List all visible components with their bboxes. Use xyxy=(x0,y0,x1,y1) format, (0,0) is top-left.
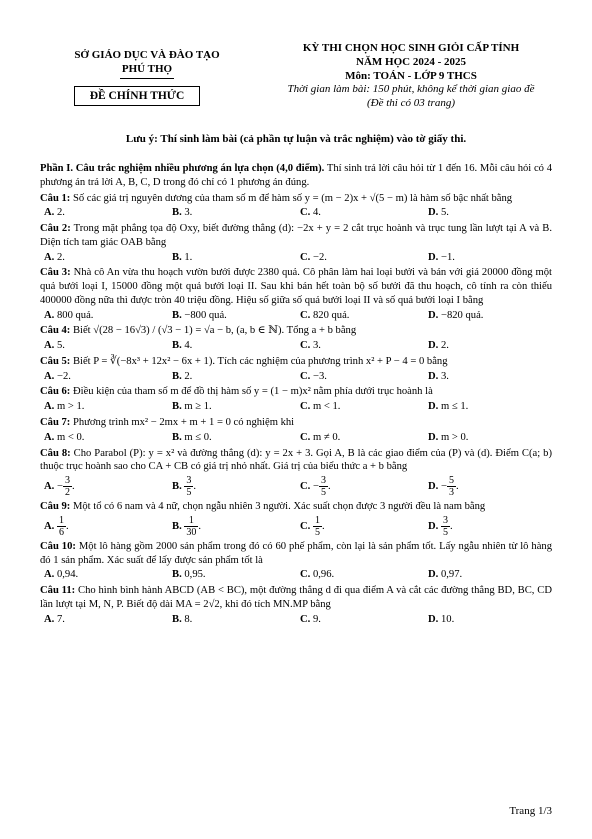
answer-option xyxy=(424,206,552,220)
option-letter: D. xyxy=(428,520,439,532)
answer-option xyxy=(424,568,552,582)
option-value: 0,94. xyxy=(56,569,79,581)
question-text xyxy=(40,500,552,514)
option-value: 0,95. xyxy=(184,569,206,581)
numerator: 1 xyxy=(58,514,64,526)
question-number: Câu 6: xyxy=(40,386,71,398)
department: SỞ GIÁO DỤC VÀ ĐÀO TẠO xyxy=(74,49,220,61)
option-letter: C. xyxy=(300,309,311,321)
denominator: 2 xyxy=(64,487,70,499)
denominator: 5 xyxy=(320,487,326,499)
question-number: Câu 3: xyxy=(40,267,71,279)
question-stem: Một tổ có 6 nam và 4 nữ, chọn ngẫu nhiên 3 người. Xác suất chọn được 3 người đều là nam bằng xyxy=(72,501,486,513)
answer-option xyxy=(168,400,296,414)
option-sign: − xyxy=(56,481,63,493)
question-text xyxy=(40,447,552,475)
option-letter: A. xyxy=(44,309,55,321)
question-number: Câu 10: xyxy=(40,540,76,552)
answer-option xyxy=(296,370,424,384)
option-letter: D. xyxy=(428,481,439,493)
option-value: 10. xyxy=(440,613,455,625)
option-value: 5. xyxy=(56,340,65,352)
question-number: Câu 2: xyxy=(40,223,71,235)
fraction xyxy=(447,475,456,498)
exam-title: KỲ THI CHỌN HỌC SINH GIỎI CẤP TỈNH xyxy=(302,42,520,54)
question-stem: Một lô hàng gồm 2000 sản phẩm trong đó có 60 phế phẩm, còn lại là sản phẩm tốt. Lấy ngẫu nhiên từ lô hàng đó 1 sản phẩm. Xác suất để lấy được sản phẩm tốt là xyxy=(40,540,552,566)
option-sign: − xyxy=(440,481,447,493)
question xyxy=(40,584,552,626)
option-value: 820 quả. xyxy=(312,309,350,321)
answer-options xyxy=(40,309,552,323)
question-stem: Nhà cô An vừa thu hoạch vườn bưởi được 2380 quả. Cô phân làm hai loại bưởi và bán với giá 20000 đồng một quả bưởi loại I, 15000 đồng một quả bưởi loại II. Sau khi bán hết toàn bộ số bưởi đã thu hoạch, cô tính ra còn thiếu 400000 đồng nữa thì được tròn 40 triệu đồng. Hiệu số giữa số quả bưởi loại II và số quả bưởi loại I bằng xyxy=(40,267,553,306)
question xyxy=(40,192,552,221)
answer-option xyxy=(168,370,296,384)
answer-options xyxy=(40,339,552,353)
question-stem: Điều kiện của tham số m để đồ thị hàm số y = (1 − m)x² nằm phía dưới trục hoành là xyxy=(72,386,433,398)
option-letter: A. xyxy=(44,613,55,625)
answer-option xyxy=(40,251,168,265)
answer-option: D. $\frac{3}{5}$ . xyxy=(428,514,453,538)
option-value: −800 quả. xyxy=(184,309,227,321)
answer-options xyxy=(40,431,552,445)
question-number: Câu 8: xyxy=(40,447,71,459)
question xyxy=(40,416,552,445)
option-sign: − xyxy=(312,481,319,493)
option-letter: B. xyxy=(172,340,182,352)
answer-options xyxy=(40,370,552,384)
answer-option: C. − $\frac{3}{5}$ . xyxy=(300,475,331,499)
answer-options xyxy=(40,400,552,414)
option-value: 5. xyxy=(440,207,449,219)
question-stem: Biết √(28 − 16√3) / (√3 − 1) = √a − b, (a, b ∈ ℕ). Tổng a + b bằng xyxy=(72,325,357,337)
option-value: m ≠ 0. xyxy=(312,431,341,443)
province: PHÚ THỌ xyxy=(120,62,174,78)
answer-option xyxy=(296,568,424,582)
option-letter: A. xyxy=(44,481,55,493)
school-year: NĂM HỌC 2024 - 2025 xyxy=(356,55,466,68)
fraction xyxy=(441,515,450,538)
answer-option xyxy=(424,339,552,353)
option-letter: A. xyxy=(44,520,55,532)
option-letter: B. xyxy=(172,251,182,263)
answer-option xyxy=(296,309,424,323)
option-letter: D. xyxy=(428,401,439,413)
option-value: m > 0. xyxy=(440,431,469,443)
part-instructions: Thí sinh trả lời câu hỏi từ 1 đến 16. Mỗi câu hỏi có 4 phương án trả lời A, B, C, D trong đó chỉ có 1 phương án đúng. xyxy=(40,163,552,188)
answer-option xyxy=(424,400,552,414)
option-value: m > 1. xyxy=(56,401,85,413)
answer-option xyxy=(40,613,168,627)
option-value: 8. xyxy=(184,613,193,625)
header-right xyxy=(252,42,570,111)
numerator: 3 xyxy=(64,475,70,487)
option-value: 4. xyxy=(312,207,321,219)
option-value: 3. xyxy=(440,370,449,382)
option-value: 0,96. xyxy=(312,569,335,581)
option-value: 800 quả. xyxy=(56,309,94,321)
question-number: Câu 5: xyxy=(40,355,71,367)
option-letter: D. xyxy=(428,309,439,321)
option-value: −3. xyxy=(312,370,327,382)
option-letter: B. xyxy=(172,569,182,581)
answer-option: A. $\frac{1}{6}$ . xyxy=(44,514,69,538)
option-value: 2. xyxy=(440,340,449,352)
answer-option xyxy=(296,206,424,220)
option-value: 4. xyxy=(184,340,193,352)
question-text xyxy=(40,355,552,369)
option-value: 2. xyxy=(56,207,65,219)
fraction xyxy=(57,515,66,538)
answer-option xyxy=(168,206,296,220)
answer-option xyxy=(296,251,424,265)
option-letter: D. xyxy=(428,340,439,352)
option-letter: A. xyxy=(44,431,55,443)
part-title: Phần I. Câu trắc nghiệm nhiều phương án lựa chọn (4,0 điểm). xyxy=(40,163,325,174)
numerator: 3 xyxy=(442,514,448,526)
answer-option xyxy=(168,613,296,627)
option-value: −2. xyxy=(312,251,327,263)
answer-option xyxy=(424,431,552,445)
denominator: 3 xyxy=(448,487,454,499)
question xyxy=(40,500,552,538)
answer-option xyxy=(168,251,296,265)
exam-body xyxy=(40,162,552,628)
question-list xyxy=(40,192,552,627)
question xyxy=(40,385,552,414)
question-number: Câu 4: xyxy=(40,325,71,337)
answer-option xyxy=(40,309,168,323)
numerator: 3 xyxy=(320,475,326,487)
option-value: −820 quả. xyxy=(440,309,484,321)
answer-option xyxy=(168,339,296,353)
page-count: (Đề thi có 03 trang) xyxy=(367,97,455,109)
option-value: m ≥ 1. xyxy=(184,401,212,413)
part-intro xyxy=(40,162,552,190)
option-letter: C. xyxy=(300,520,311,532)
header-left xyxy=(42,48,252,79)
fraction xyxy=(184,515,198,538)
answer-option: B. $\frac{3}{5}$ . xyxy=(172,475,197,499)
option-letter: D. xyxy=(428,569,439,581)
option-value: 7. xyxy=(56,613,65,625)
option-value: 0,97. xyxy=(440,569,463,581)
option-value: 3. xyxy=(184,207,193,219)
option-letter: A. xyxy=(44,340,55,352)
time-limit: Thời gian làm bài: 150 phút, không kể thời gian giao đề xyxy=(287,83,535,96)
question-text xyxy=(40,540,552,568)
answer-option xyxy=(424,613,552,627)
option-letter: A. xyxy=(44,251,55,263)
question-stem: Trong mặt phẳng tọa độ Oxy, biết đường thẳng (d): −2x + y = 2 cắt trục hoành và trục tung lần lượt tại A và B. Diện tích tam giác OAB bằng xyxy=(40,223,553,248)
option-letter: B. xyxy=(172,613,182,625)
option-letter: A. xyxy=(44,569,55,581)
answer-option xyxy=(168,431,296,445)
option-value: m ≤ 1. xyxy=(440,401,469,413)
answer-option xyxy=(424,370,552,384)
answer-options xyxy=(40,206,552,220)
question-stem: Số các giá trị nguyên dương của tham số m để hàm số y = (m − 2)x + √(5 − m) là hàm số bậc nhất bằng xyxy=(72,192,513,204)
question-number: Câu 9: xyxy=(40,501,71,513)
answer-option xyxy=(168,568,296,582)
option-letter: C. xyxy=(300,251,311,263)
answer-option: B. $\frac{1}{30}$ . xyxy=(172,514,202,538)
option-value: 2. xyxy=(184,370,193,382)
question-number: Câu 11: xyxy=(40,585,76,597)
fraction xyxy=(319,475,328,498)
option-value: 1. xyxy=(184,251,193,263)
denominator: 5 xyxy=(314,526,320,538)
numerator: 3 xyxy=(186,475,192,487)
option-value: 9. xyxy=(312,613,321,625)
option-value: m < 1. xyxy=(312,401,341,413)
fraction xyxy=(184,475,193,498)
option-letter: B. xyxy=(172,401,182,413)
question-stem: Cho Parabol (P): y = x² và đường thẳng (d): y = 2x + 3. Gọi A, B là các giao điểm của (P) và (d). Điểm C(a; b) thuộc trục hoành sao cho CA + CB có giá trị nhỏ nhất. Giá trị của biểu thức a + b bằng xyxy=(40,447,552,473)
answer-option xyxy=(296,613,424,627)
option-letter: B. xyxy=(172,370,182,382)
option-letter: C. xyxy=(300,431,311,443)
option-letter: A. xyxy=(44,370,55,382)
question xyxy=(40,222,552,264)
answer-option xyxy=(424,251,552,265)
note: Lưu ý: Thí sinh làm bài (cả phần tự luận và trắc nghiệm) vào tờ giấy thi. xyxy=(125,133,467,145)
question-text xyxy=(40,385,552,399)
option-letter: C. xyxy=(300,207,311,219)
option-letter: C. xyxy=(300,481,311,493)
question-text xyxy=(40,222,552,250)
fraction xyxy=(313,515,322,538)
option-letter: C. xyxy=(300,569,311,581)
option-value: −2. xyxy=(56,370,71,382)
answer-options xyxy=(40,251,552,265)
option-letter: A. xyxy=(44,401,55,413)
question xyxy=(40,355,552,384)
answer-option xyxy=(40,206,168,220)
option-letter: C. xyxy=(300,340,311,352)
answer-option xyxy=(40,568,168,582)
option-letter: C. xyxy=(300,370,311,382)
question xyxy=(40,540,552,582)
option-letter: D. xyxy=(428,613,439,625)
denominator: 30 xyxy=(186,526,197,538)
answer-option xyxy=(296,339,424,353)
question-stem: Biết P = ∛(−8x³ + 12x² − 6x + 1). Tích các nghiệm của phương trình x² + P − 4 = 0 bằng xyxy=(72,355,448,367)
option-value: −1. xyxy=(440,251,455,263)
option-letter: D. xyxy=(428,431,439,443)
question-number: Câu 1: xyxy=(40,192,71,204)
answer-options xyxy=(40,568,552,582)
answer-option: A. − $\frac{3}{2}$ . xyxy=(44,475,75,499)
fraction xyxy=(63,475,72,498)
answer-option xyxy=(296,431,424,445)
question xyxy=(40,324,552,353)
denominator: 5 xyxy=(186,487,192,499)
answer-option xyxy=(40,370,168,384)
question xyxy=(40,266,552,322)
denominator: 5 xyxy=(442,526,448,538)
question-text xyxy=(40,416,552,430)
option-letter: C. xyxy=(300,401,311,413)
numerator: 1 xyxy=(184,515,198,527)
question-text xyxy=(40,584,552,612)
option-value: m < 0. xyxy=(56,431,85,443)
question-stem: Phương trình mx² − 2mx + m + 1 = 0 có nghiệm khi xyxy=(72,417,295,429)
denominator: 6 xyxy=(58,526,64,538)
option-letter: D. xyxy=(428,370,439,382)
subject: Môn: TOÁN - LỚP 9 THCS xyxy=(345,69,477,82)
option-value: 3. xyxy=(312,340,321,352)
answer-option xyxy=(40,400,168,414)
option-letter: B. xyxy=(172,481,182,493)
option-letter: B. xyxy=(172,207,182,219)
answer-options xyxy=(40,613,552,627)
answer-options xyxy=(40,515,552,538)
option-letter: B. xyxy=(172,431,182,443)
official-stamp: ĐỀ CHÍNH THỨC xyxy=(74,86,200,106)
answer-option: C. $\frac{1}{5}$ . xyxy=(300,514,325,538)
question-text xyxy=(40,192,552,206)
question-stem: Cho hình bình hành ABCD (AB < BC), một đường thẳng d đi qua điểm A và cắt các đường thẳng BD, BC, CD lần lượt tại M, N, P. Biết độ dài MA = 2√2, khi đó tích MN.MP bằng xyxy=(40,585,552,610)
question-text xyxy=(40,266,552,307)
numerator: 1 xyxy=(314,514,320,526)
answer-option xyxy=(296,400,424,414)
option-letter: B. xyxy=(172,520,182,532)
question-number: Câu 7: xyxy=(40,417,71,429)
numerator: 5 xyxy=(448,475,454,487)
option-value: m ≤ 0. xyxy=(184,431,212,443)
answer-option xyxy=(40,431,168,445)
option-letter: B. xyxy=(172,309,182,321)
question xyxy=(40,447,552,499)
answer-options xyxy=(40,475,552,498)
option-value: 2. xyxy=(56,251,65,263)
answer-option xyxy=(168,309,296,323)
option-letter: A. xyxy=(44,207,55,219)
answer-option xyxy=(424,309,552,323)
option-letter: D. xyxy=(428,207,439,219)
option-letter: D. xyxy=(428,251,439,263)
question-text xyxy=(40,324,552,338)
answer-option xyxy=(40,339,168,353)
answer-option: D. − $\frac{5}{3}$ . xyxy=(428,475,459,499)
option-letter: C. xyxy=(300,613,311,625)
page-number: Trang 1/3 xyxy=(509,805,552,817)
